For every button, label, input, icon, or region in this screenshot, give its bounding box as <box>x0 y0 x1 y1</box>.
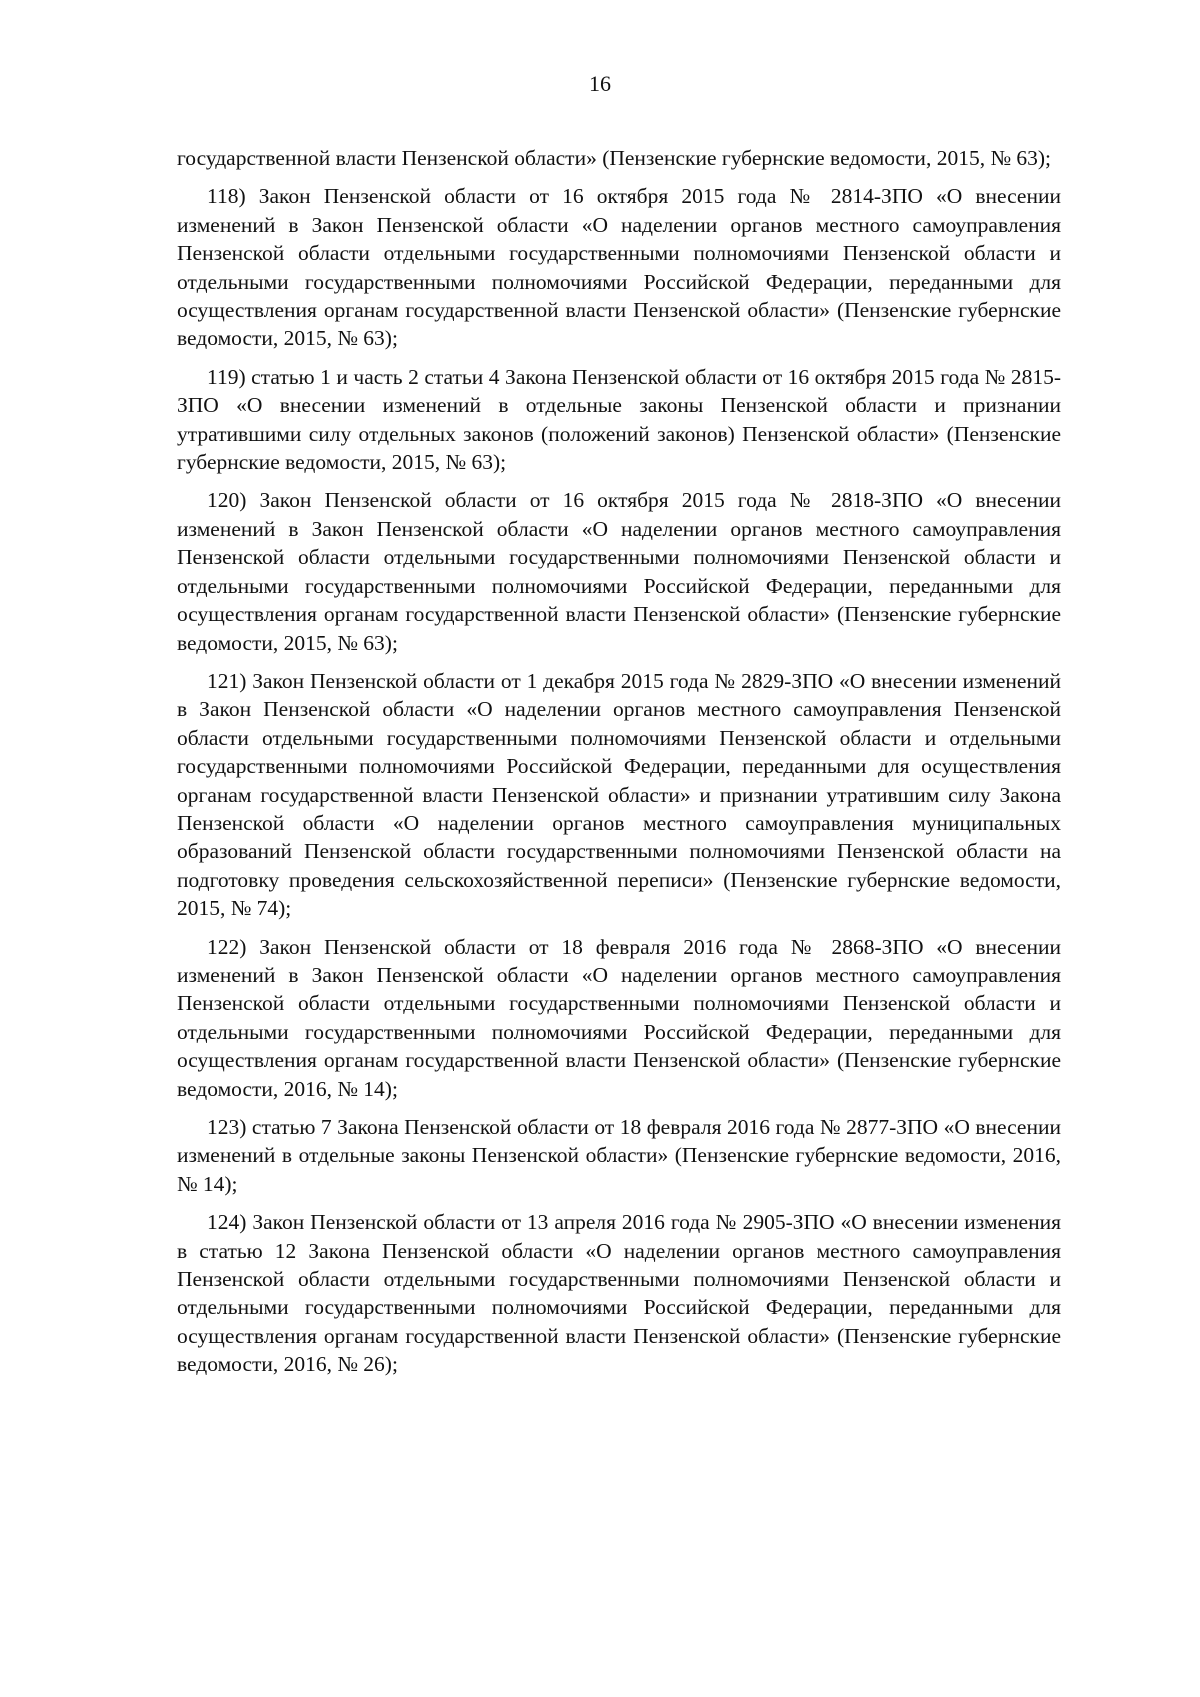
paragraph-item-124: 124) Закон Пензенской области от 13 апреля 2016 года № 2905-ЗПО «О внесении изменения в статью 12 Закона Пензенской области «О наделении органов местного самоуправления Пензенской области отдельными государственными полномочиями Пензенской области и отдельными государственными полномочиями Российской Федерации, переданными для осуществления органам государственной власти Пензенской области» (Пензенские губернские ведомости, 2016, № 26); <box>177 1210 1061 1377</box>
paragraph-item-120: 120) Закон Пензенской области от 16 октября 2015 года № 2818-ЗПО «О внесении изменений в Закон Пензенской области «О наделении органов местного самоуправления Пензенской области отдельными государственными полномочиями Пензенской области и отдельными государственными полномочиями Российской Федерации, переданными для осуществления органам государственной власти Пензенской области» (Пензенские губернские ведомости, 2015, № 63); <box>177 488 1061 655</box>
paragraph-item-118: 118) Закон Пензенской области от 16 октября 2015 года № 2814-ЗПО «О внесении изменений в Закон Пензенской области «О наделении органов местного самоуправления Пензенской области отдельными государственными полномочиями Пензенской области и отдельными государственными полномочиями Российской Федерации, переданными для осуществления органам государственной власти Пензенской области» (Пензенские губернские ведомости, 2015, № 63); <box>177 184 1061 351</box>
document-body <box>177 144 1061 1389</box>
paragraph-item-122: 122) Закон Пензенской области от 18 февраля 2016 года № 2868-ЗПО «О внесении изменений в Закон Пензенской области «О наделении органов местного самоуправления Пензенской области отдельными государственными полномочиями Пензенской области и отдельными государственными полномочиями Российской Федерации, переданными для осуществления органам государственной власти Пензенской области» (Пензенские губернские ведомости, 2016, № 14); <box>177 934 1061 1101</box>
paragraph-item-121: 121) Закон Пензенской области от 1 декабря 2015 года № 2829-ЗПО «О внесении изменений в Закон Пензенской области «О наделении органов местного самоуправления Пензенской области отдельными государственными полномочиями Пензенской области и отдельными государственными полномочиями Российской Федерации, переданными для осуществления органам государственной власти Пензенской области» и признании утратившим силу Закона Пензенской области «О наделении органов местного самоуправления муниципальных образований Пензенской области государственными полномочиями Пензенской области на подготовку проведения сельскохозяйственной переписи» (Пензенские губернские ведомости, 2015, № 74); <box>177 668 1061 921</box>
paragraph-item-123: 123) статью 7 Закона Пензенской области от 18 февраля 2016 года № 2877-ЗПО «О внесении изменений в отдельные законы Пензенской области» (Пензенские губернские ведомости, 2016, № 14); <box>177 1115 1061 1196</box>
page-number: 16 <box>589 71 611 96</box>
paragraph-item-119: 119) статью 1 и часть 2 статьи 4 Закона Пензенской области от 16 октября 2015 года № 2815-ЗПО «О внесении изменений в отдельные законы Пензенской области и признании утратившими силу отдельных законов (положений законов) Пензенской области» (Пензенские губернские ведомости, 2015, № 63); <box>177 364 1061 475</box>
paragraph-continuation: государственной власти Пензенской области» (Пензенские губернские ведомости, 2015, № 63); <box>177 146 1051 170</box>
